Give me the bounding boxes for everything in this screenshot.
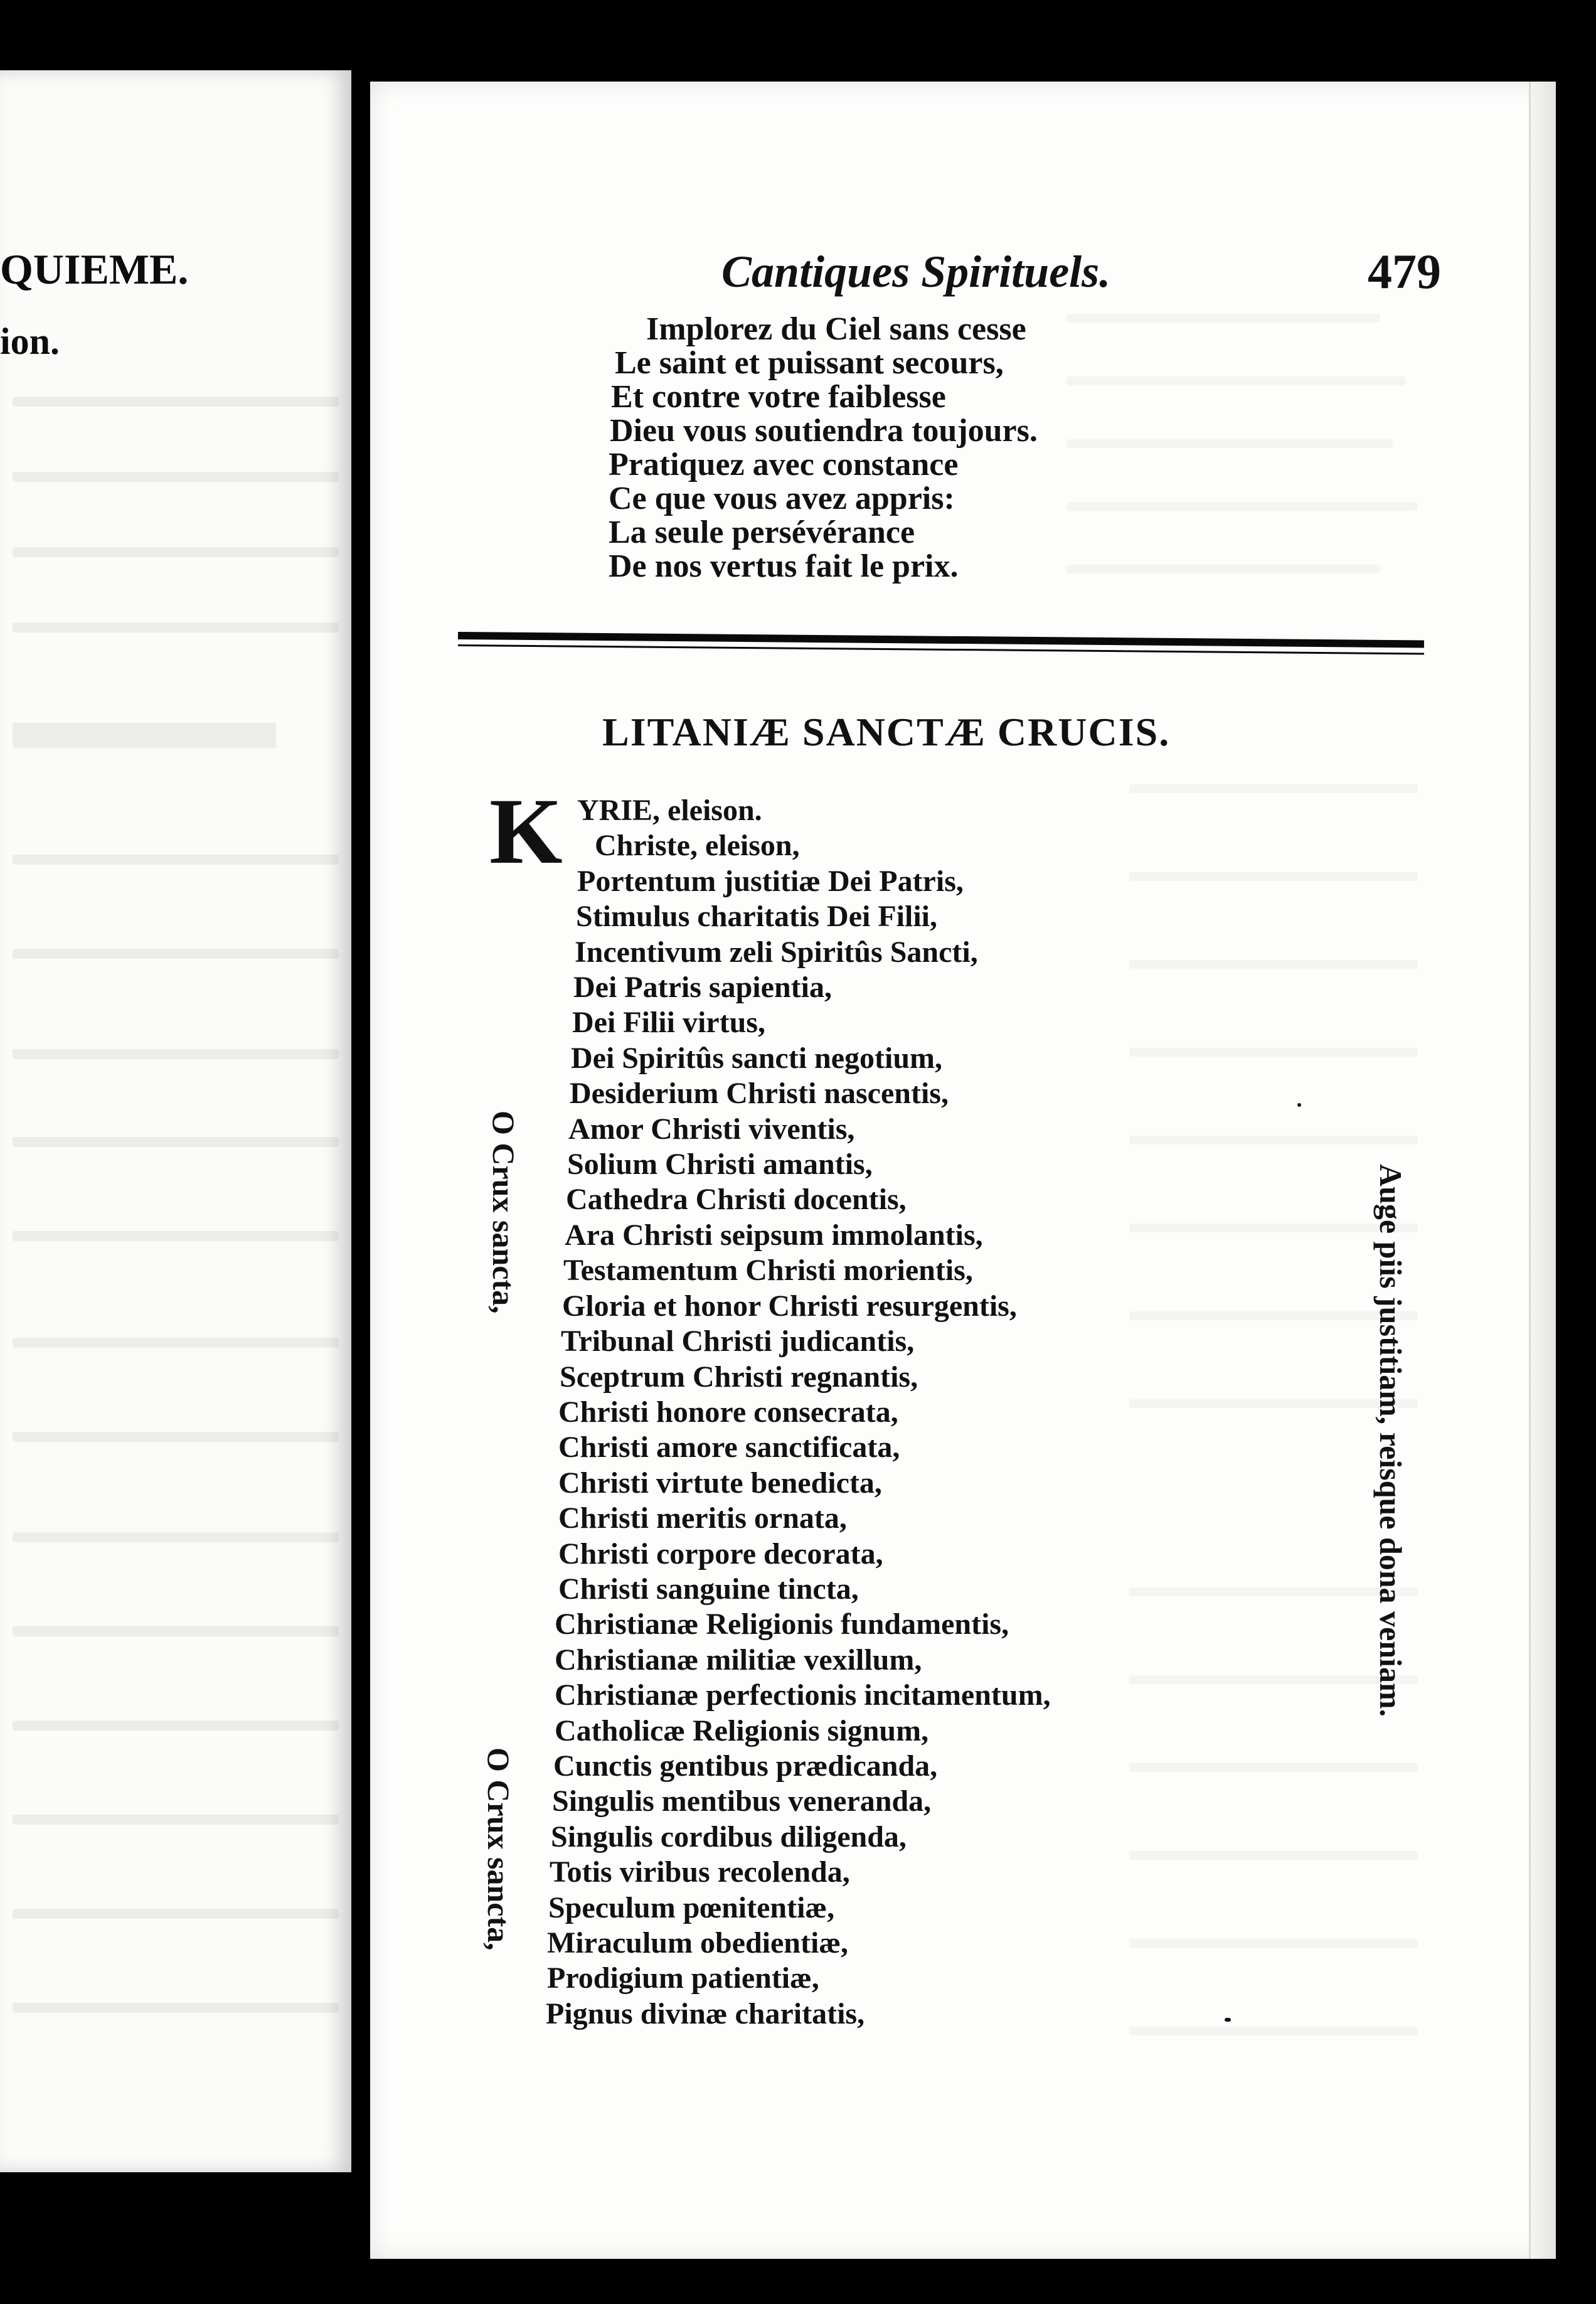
litany-line: Christi meritis ornata,	[558, 1501, 847, 1535]
litany-line: Gloria et honor Christi resurgentis,	[562, 1289, 1017, 1323]
litany-line: Speculum pœnitentiæ,	[548, 1891, 835, 1924]
stanza-line: Pratiquez avec constance	[609, 447, 959, 483]
litany-line: YRIE, eleison.	[577, 794, 762, 827]
stanza-line: Implorez du Ciel sans cesse	[646, 311, 1026, 347]
litany-line: Singulis mentibus veneranda,	[552, 1784, 932, 1818]
page-number: 479	[1368, 244, 1441, 299]
response-auge-piis: Auge piis justitiam, reisque dona veniam.	[1373, 1164, 1408, 1717]
stanza	[609, 312, 1299, 584]
stanza-line: Dieu vous soutiendra toujours.	[610, 413, 1038, 449]
litany-line: Miraculum obedientiæ,	[547, 1926, 848, 1960]
stanza-line: Ce que vous avez appris:	[609, 481, 955, 516]
page-edge	[1529, 82, 1556, 2259]
response-o-crux-sancta-1: O Crux sancta,	[486, 1111, 521, 1314]
section-title: LITANIÆ SANCTÆ CRUCIS.	[602, 710, 1171, 754]
litany-line: Desiderium Christi nascentis,	[570, 1077, 949, 1111]
litany-line: Testamentum Christi morientis,	[563, 1254, 973, 1288]
litany-line: Pignus divinæ charitatis,	[546, 1997, 865, 2030]
stanza-line: De nos vertus fait le prix.	[609, 548, 959, 584]
litany-line: Christi amore sanctificata,	[558, 1431, 900, 1464]
litany-line: Christi virtute benedicta,	[558, 1466, 882, 1500]
dropcap: K	[489, 779, 563, 883]
stanza-line: La seule persévérance	[609, 515, 915, 550]
litany-line: Dei Spiritûs sancti negotium,	[571, 1041, 943, 1075]
litany-line: Tribunal Christi judicantis,	[561, 1325, 915, 1358]
litany-line: Christianæ Religionis fundamentis,	[555, 1608, 1009, 1641]
stanza-line: Et contre votre faiblesse	[611, 379, 946, 415]
litany-line: Portentum justitiæ Dei Patris,	[577, 864, 964, 898]
left-page	[0, 70, 351, 2172]
litany-line: Prodigium patientiæ,	[547, 1961, 819, 1995]
litany-line: Cunctis gentibus prædicanda,	[553, 1749, 938, 1783]
response-o-crux-sancta-2: O Crux sancta,	[481, 1747, 516, 1951]
ink-speck	[1297, 1103, 1301, 1107]
litany-line: Amor Christi viventis,	[568, 1112, 855, 1146]
left-page-fragment: ion.	[0, 321, 60, 362]
litany-line: Christi sanguine tincta,	[558, 1572, 859, 1606]
litany	[508, 793, 1261, 2032]
litany-line: Incentivum zeli Spiritûs Sancti,	[575, 935, 978, 969]
left-page-header-fragment: QUIEME.	[0, 245, 189, 293]
gutter	[351, 69, 370, 2190]
litany-line: Christi corpore decorata,	[558, 1537, 883, 1571]
litany-line: Christi honore consecrata,	[558, 1395, 898, 1429]
litany-line: Totis viribus recolenda,	[550, 1855, 850, 1889]
litany-line: Sceptrum Christi regnantis,	[560, 1360, 918, 1394]
litany-line: Christianæ militiæ vexillum,	[555, 1643, 922, 1677]
right-page	[370, 82, 1556, 2259]
litany-line: Stimulus charitatis Dei Filii,	[576, 900, 937, 934]
litany-line: Singulis cordibus diligenda,	[551, 1820, 907, 1853]
litany-line: Cathedra Christi docentis,	[566, 1183, 907, 1217]
running-head: Cantiques Spirituels.	[721, 247, 1111, 297]
litany-line: Dei Patris sapientia,	[573, 971, 832, 1005]
stanza-line: Le saint et puissant secours,	[615, 345, 1004, 381]
litany-line: Catholicæ Religionis signum,	[555, 1714, 929, 1747]
litany-line: Ara Christi seipsum immolantis,	[565, 1218, 983, 1252]
litany-line: Christe, eleison,	[595, 829, 800, 863]
litany-line: Solium Christi amantis,	[567, 1148, 873, 1181]
ink-speck	[1225, 2018, 1231, 2022]
litany-line: Dei Filii virtus,	[572, 1006, 765, 1040]
litany-line: Christianæ perfectionis incitamentum,	[555, 1678, 1051, 1712]
